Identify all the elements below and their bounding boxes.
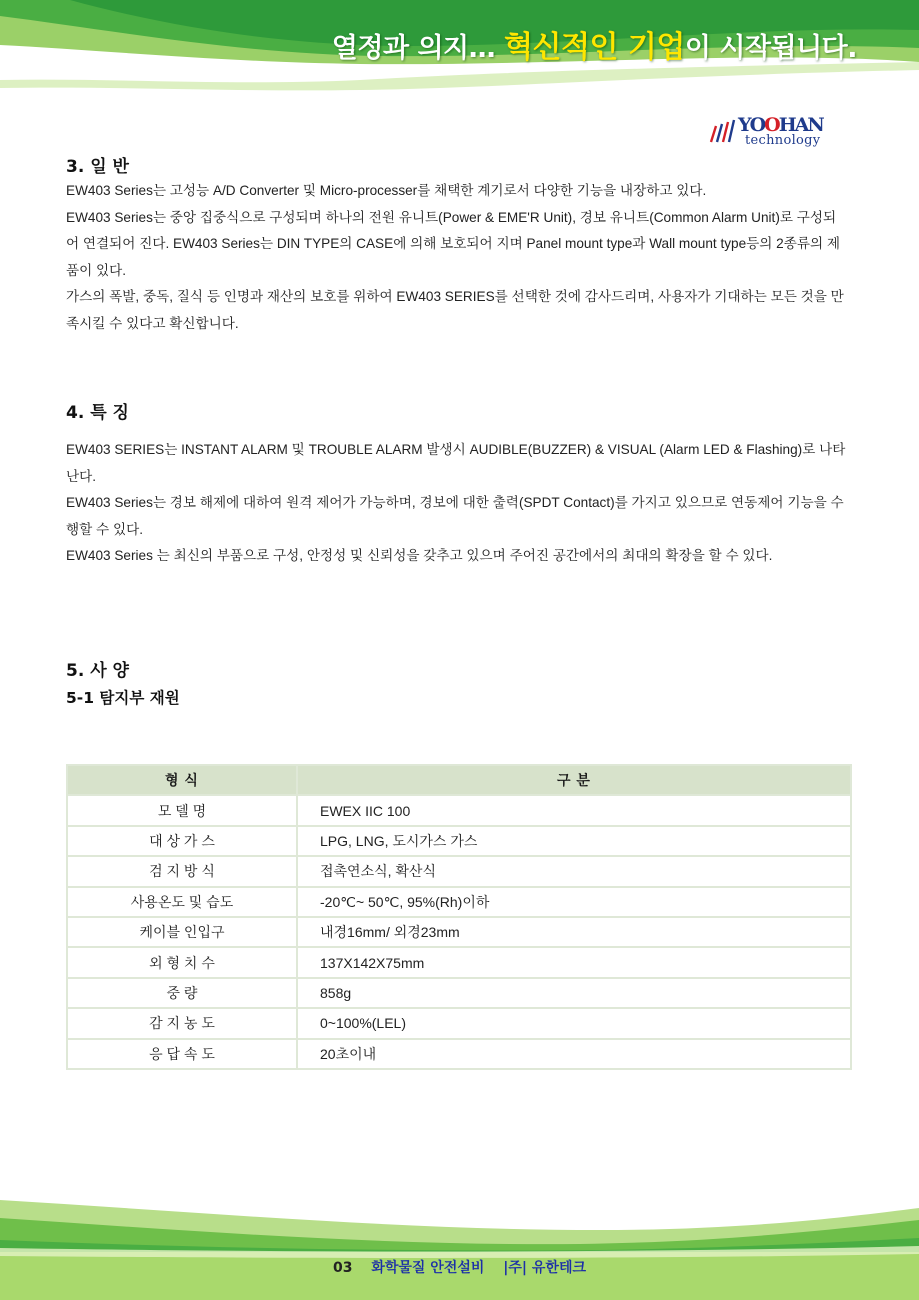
section-5-title: 5. 사 양 [66, 661, 129, 681]
row-label: 사용온도 및 습도 [67, 887, 297, 917]
row-label: 중 량 [67, 978, 297, 1008]
row-label: 감 지 농 도 [67, 1008, 297, 1038]
table-row [67, 856, 851, 886]
row-value: 0~100%(LEL) [297, 1008, 851, 1038]
footer [0, 1257, 919, 1277]
row-value: 20초이내 [297, 1039, 851, 1069]
row-value: 내경16mm/ 외경23mm [297, 917, 851, 947]
row-value: 접촉연소식, 확산식 [297, 856, 851, 886]
table-row [67, 947, 851, 977]
row-label: 응 답 속 도 [67, 1039, 297, 1069]
section-3-title: 3. 일 반 [66, 157, 129, 177]
section-3-body [66, 178, 846, 337]
paragraph: EW403 Series는 중앙 집중식으로 구성되며 하나의 전원 유니트(Power & EME'R Unit), 경보 유니트(Common Alarm Unit)로 구성되어 연결되어 진다. EW403 Series는 DIN TYPE의 CASE에 의해 보호되어 지며 Panel mount type과 Wall mount type등의 2종류의 제품이 있다. [66, 209, 841, 278]
table-row [67, 978, 851, 1008]
paragraph: EW403 Series는 경보 해제에 대하여 원격 제어가 가능하며, 경보에 대한 출력(SPDT Contact)를 가지고 있으므로 연동제어 기능을 수행할 수 있다. [66, 495, 844, 537]
section-4-title: 4. 특 징 [66, 403, 129, 423]
table-row [67, 1039, 851, 1069]
row-value: -20℃~ 50℃, 95%(Rh)이하 [297, 887, 851, 917]
table-row [67, 1008, 851, 1038]
header-slogan: 열정과 의지… 혁신적인 기업이 시작됩니다. [331, 30, 857, 65]
paragraph: EW403 Series는 고성능 A/D Converter 및 Micro-processer를 채택한 계기로서 다양한 기능을 내장하고 있다. [66, 183, 707, 198]
section-5-subtitle: 5-1 탐지부 재원 [66, 689, 180, 707]
table-header-row [67, 765, 851, 795]
company-logo: YOOHAN technology [708, 114, 853, 150]
footer-company: |주| 유한테크 [503, 1260, 587, 1276]
table-row [67, 795, 851, 825]
table-row [67, 917, 851, 947]
row-label: 대 상 가 스 [67, 826, 297, 856]
page-number: 03 [332, 1260, 353, 1276]
row-label: 모 델 명 [67, 795, 297, 825]
table-row [67, 887, 851, 917]
table-row [67, 826, 851, 856]
row-value: 858g [297, 978, 851, 1008]
footer-category: 화학물질 안전설비 [371, 1260, 485, 1276]
column-header-category: 구 분 [297, 765, 851, 795]
row-label: 외 형 치 수 [67, 947, 297, 977]
paragraph: EW403 Series 는 최신의 부품으로 구성, 안정성 및 신뢰성을 갖추고 있으며 주어진 공간에서의 최대의 확장을 할 수 있다. [66, 548, 773, 563]
column-header-type: 형 식 [67, 765, 297, 795]
slogan-highlight: 혁신적인 기업 [504, 30, 685, 65]
paragraph: 가스의 폭발, 중독, 질식 등 인명과 재산의 보호를 위하여 EW403 SERIES를 선택한 것에 감사드리며, 사용자가 기대하는 모든 것을 만족시킬 수 있다고 확신합니다. [66, 289, 844, 331]
footer-wave-band [0, 1190, 919, 1300]
logo-stripes-icon [708, 118, 736, 144]
paragraph: EW403 SERIES는 INSTANT ALARM 및 TROUBLE ALARM 발생시 AUDIBLE(BUZZER) & VISUAL (Alarm LED & Flashing)로 나타난다. [66, 442, 846, 484]
row-label: 케이블 인입구 [67, 917, 297, 947]
row-value: 137X142X75mm [297, 947, 851, 977]
section-4-body [66, 437, 846, 570]
spec-table [66, 764, 852, 1070]
row-value: EWEX IIC 100 [297, 795, 851, 825]
row-label: 검 지 방 식 [67, 856, 297, 886]
row-value: LPG, LNG, 도시가스 가스 [297, 826, 851, 856]
